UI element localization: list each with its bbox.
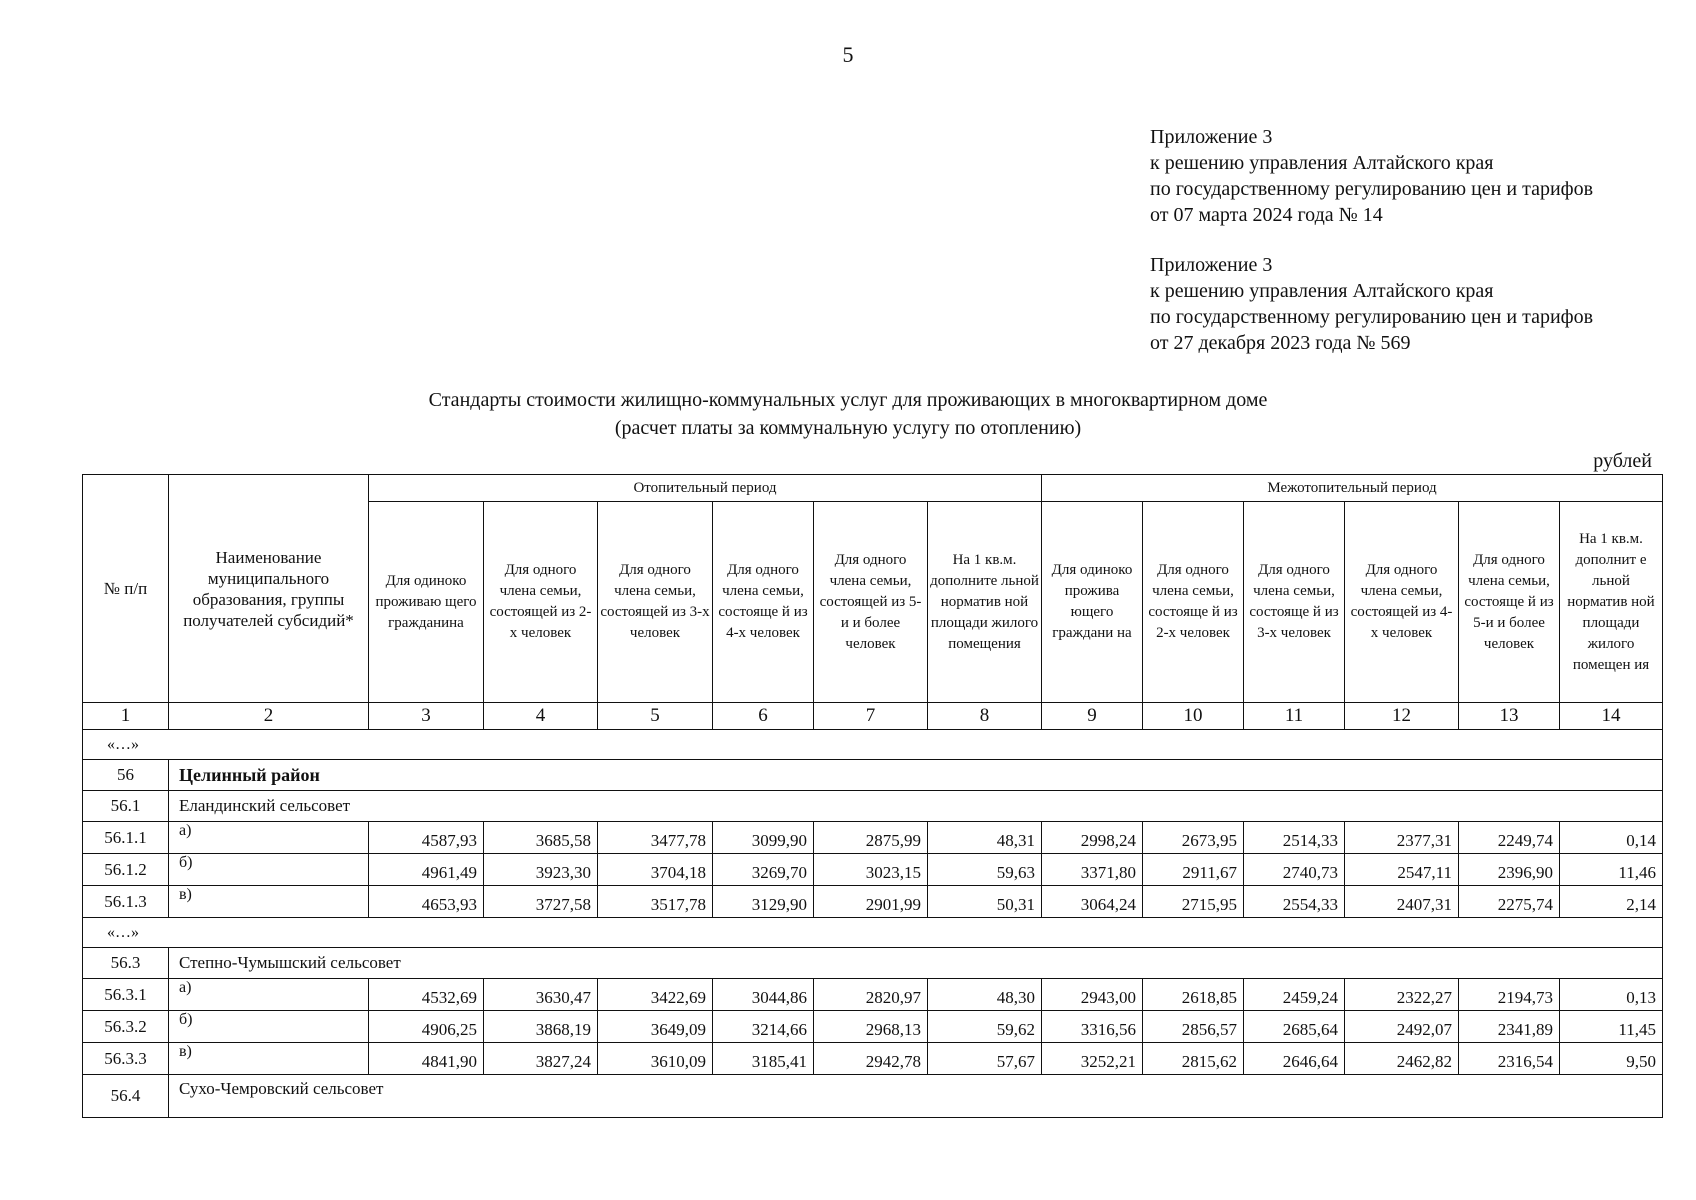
column-number-row <box>83 703 1663 730</box>
column-number: 11 <box>1244 703 1345 730</box>
settlement-row <box>83 791 1663 822</box>
appendix-current <box>1150 124 1593 228</box>
column-number: 14 <box>1560 703 1663 730</box>
header-nonheating-col: Для одного члена семьи, состояще й из 5-и и более человек <box>1459 502 1560 703</box>
cell-value: 4841,90 <box>369 1043 484 1075</box>
cell-value: 3517,78 <box>598 886 713 918</box>
cell-value: 3827,24 <box>484 1043 598 1075</box>
cell-value: 2715,95 <box>1143 886 1244 918</box>
cell-value: 3023,15 <box>814 854 928 886</box>
cell-value: 3099,90 <box>713 822 814 854</box>
title-line: Стандарты стоимости жилищно-коммунальных услуг для проживающих в многоквартирном доме <box>428 389 1268 411</box>
cell-value: 3422,69 <box>598 979 713 1011</box>
settlement-name: Сухо-Чемровский сельсовет <box>169 1075 1663 1118</box>
table-row <box>83 886 1663 918</box>
cell-value: 0,13 <box>1560 979 1663 1011</box>
cell-value: 2492,07 <box>1345 1011 1459 1043</box>
appendix-line: по государственному регулированию цен и тарифов <box>1150 178 1594 200</box>
cell-value: 2514,33 <box>1244 822 1345 854</box>
cell-value: 57,67 <box>928 1043 1042 1075</box>
cell-value: 2942,78 <box>814 1043 928 1075</box>
column-number: 13 <box>1459 703 1560 730</box>
cell-value: 11,45 <box>1560 1011 1663 1043</box>
cell-value: 3685,58 <box>484 822 598 854</box>
header-heating-col: Для одиноко проживаю щего гражданина <box>369 502 484 703</box>
row-label: а) <box>169 822 369 854</box>
cell-value: 0,14 <box>1560 822 1663 854</box>
header-nonheating-col: Для одного члена семьи, состоящей из 4-х человек <box>1345 502 1459 703</box>
cell-value: 3044,86 <box>713 979 814 1011</box>
header-heating-col: Для одного члена семьи, состоящей из 5-и и более человек <box>814 502 928 703</box>
cell-value: 3129,90 <box>713 886 814 918</box>
cell-value: 3649,09 <box>598 1011 713 1043</box>
cell-value: 2554,33 <box>1244 886 1345 918</box>
ellipsis-row <box>83 730 1663 760</box>
column-number: 5 <box>598 703 713 730</box>
settlement-name: Степно-Чумышский сельсовет <box>169 948 1663 979</box>
row-code: 56.1 <box>83 791 169 822</box>
page-number: 5 <box>842 42 854 67</box>
row-label: в) <box>169 1043 369 1075</box>
cell-value: 2901,99 <box>814 886 928 918</box>
row-code: 56.4 <box>83 1075 169 1118</box>
cell-value: 2407,31 <box>1345 886 1459 918</box>
cell-value: 2815,62 <box>1143 1043 1244 1075</box>
cell-value: 2911,67 <box>1143 854 1244 886</box>
row-code: 56.3.1 <box>83 979 169 1011</box>
title-line: (расчет платы за коммунальную услугу по отоплению) <box>614 417 1082 439</box>
header-nonheating-col: Для одного члена семьи, состояще й из 3-х человек <box>1244 502 1345 703</box>
table-row <box>83 822 1663 854</box>
appendix-previous <box>1150 252 1593 356</box>
cell-value: 3064,24 <box>1042 886 1143 918</box>
cell-value: 48,30 <box>928 979 1042 1011</box>
cell-value: 3252,21 <box>1042 1043 1143 1075</box>
appendix-line: от 27 декабря 2023 года № 569 <box>1150 332 1411 354</box>
cell-value: 3477,78 <box>598 822 713 854</box>
row-code: 56.3.3 <box>83 1043 169 1075</box>
table-row <box>83 1011 1663 1043</box>
district-row <box>83 760 1663 791</box>
ellipsis: «…» <box>83 730 1663 760</box>
cell-value: 4906,25 <box>369 1011 484 1043</box>
header-heating-period: Отопительный период <box>369 475 1042 502</box>
header-heating-col: На 1 кв.м. дополните льной норматив ной площади жилого помещения <box>928 502 1042 703</box>
cell-value: 2396,90 <box>1459 854 1560 886</box>
cell-value: 4587,93 <box>369 822 484 854</box>
cell-value: 3185,41 <box>713 1043 814 1075</box>
cell-value: 2547,11 <box>1345 854 1459 886</box>
cell-value: 3610,09 <box>598 1043 713 1075</box>
settlement-row <box>83 948 1663 979</box>
row-label: а) <box>169 979 369 1011</box>
cell-value: 2646,64 <box>1244 1043 1345 1075</box>
header-heating-col: Для одного члена семьи, состояще й из 4-х человек <box>713 502 814 703</box>
cell-value: 2316,54 <box>1459 1043 1560 1075</box>
cell-value: 3316,56 <box>1042 1011 1143 1043</box>
cell-value: 2275,74 <box>1459 886 1560 918</box>
header-nonheating-col: Для одиноко прожива ющего граждани на <box>1042 502 1143 703</box>
cell-value: 3727,58 <box>484 886 598 918</box>
cell-value: 2322,27 <box>1345 979 1459 1011</box>
column-number: 8 <box>928 703 1042 730</box>
header-nonheating-col: На 1 кв.м. дополнит е льной норматив ной площади жилого помещен ия <box>1560 502 1663 703</box>
column-number: 7 <box>814 703 928 730</box>
tariff-table <box>82 474 1663 1118</box>
header-heating-col: Для одного члена семьи, состоящей из 3-х человек <box>598 502 713 703</box>
cell-value: 4653,93 <box>369 886 484 918</box>
column-number: 4 <box>484 703 598 730</box>
cell-value: 2685,64 <box>1244 1011 1345 1043</box>
column-number: 6 <box>713 703 814 730</box>
appendix-line: к решению управления Алтайского края <box>1150 152 1494 174</box>
table-row <box>83 1043 1663 1075</box>
cell-value: 2249,74 <box>1459 822 1560 854</box>
cell-value: 11,46 <box>1560 854 1663 886</box>
appendix-line: Приложение 3 <box>1150 254 1273 276</box>
row-code: 56.1.2 <box>83 854 169 886</box>
cell-value: 2618,85 <box>1143 979 1244 1011</box>
cell-value: 50,31 <box>928 886 1042 918</box>
cell-value: 3269,70 <box>713 854 814 886</box>
cell-value: 2673,95 <box>1143 822 1244 854</box>
units-label: рублей <box>1593 450 1652 472</box>
row-code: 56.3.2 <box>83 1011 169 1043</box>
cell-value: 2856,57 <box>1143 1011 1244 1043</box>
cell-value: 59,63 <box>928 854 1042 886</box>
table-row <box>83 854 1663 886</box>
header-name: Наименование муниципального образования, группы получателей субсидий* <box>169 475 369 703</box>
cell-value: 2459,24 <box>1244 979 1345 1011</box>
cell-value: 2341,89 <box>1459 1011 1560 1043</box>
table-row <box>83 979 1663 1011</box>
appendix-line: по государственному регулированию цен и тарифов <box>1150 306 1594 328</box>
cell-value: 3214,66 <box>713 1011 814 1043</box>
column-number: 12 <box>1345 703 1459 730</box>
cell-value: 3923,30 <box>484 854 598 886</box>
row-label: б) <box>169 854 369 886</box>
settlement-row <box>83 1075 1663 1118</box>
cell-value: 3868,19 <box>484 1011 598 1043</box>
cell-value: 2740,73 <box>1244 854 1345 886</box>
row-code: 56 <box>83 760 169 791</box>
cell-value: 4532,69 <box>369 979 484 1011</box>
settlement-name: Еландинский сельсовет <box>169 791 1663 822</box>
row-code: 56.1.1 <box>83 822 169 854</box>
cell-value: 2,14 <box>1560 886 1663 918</box>
cell-value: 2943,00 <box>1042 979 1143 1011</box>
row-label: б) <box>169 1011 369 1043</box>
cell-value: 2377,31 <box>1345 822 1459 854</box>
cell-value: 9,50 <box>1560 1043 1663 1075</box>
row-code: 56.1.3 <box>83 886 169 918</box>
document-title <box>0 386 1696 442</box>
row-code: 56.3 <box>83 948 169 979</box>
ellipsis-row <box>83 918 1663 948</box>
column-number: 3 <box>369 703 484 730</box>
appendix-line: Приложение 3 <box>1150 126 1273 148</box>
ellipsis: «…» <box>83 918 1663 948</box>
cell-value: 3630,47 <box>484 979 598 1011</box>
cell-value: 48,31 <box>928 822 1042 854</box>
cell-value: 3704,18 <box>598 854 713 886</box>
cell-value: 2875,99 <box>814 822 928 854</box>
column-number: 1 <box>83 703 169 730</box>
appendix-line: к решению управления Алтайского края <box>1150 280 1494 302</box>
cell-value: 2998,24 <box>1042 822 1143 854</box>
header-no: № п/п <box>83 475 169 703</box>
column-number: 2 <box>169 703 369 730</box>
cell-value: 59,62 <box>928 1011 1042 1043</box>
row-label: в) <box>169 886 369 918</box>
cell-value: 2968,13 <box>814 1011 928 1043</box>
column-number: 9 <box>1042 703 1143 730</box>
header-heating-col: Для одного члена семьи, состоящей из 2-х человек <box>484 502 598 703</box>
cell-value: 2462,82 <box>1345 1043 1459 1075</box>
district-name: Целинный район <box>169 760 1663 791</box>
appendix-line: от 07 марта 2024 года № 14 <box>1150 204 1383 226</box>
header-nonheating-period: Межотопительный период <box>1042 475 1663 502</box>
cell-value: 2820,97 <box>814 979 928 1011</box>
cell-value: 2194,73 <box>1459 979 1560 1011</box>
header-nonheating-col: Для одного члена семьи, состояще й из 2-х человек <box>1143 502 1244 703</box>
cell-value: 4961,49 <box>369 854 484 886</box>
column-number: 10 <box>1143 703 1244 730</box>
cell-value: 3371,80 <box>1042 854 1143 886</box>
